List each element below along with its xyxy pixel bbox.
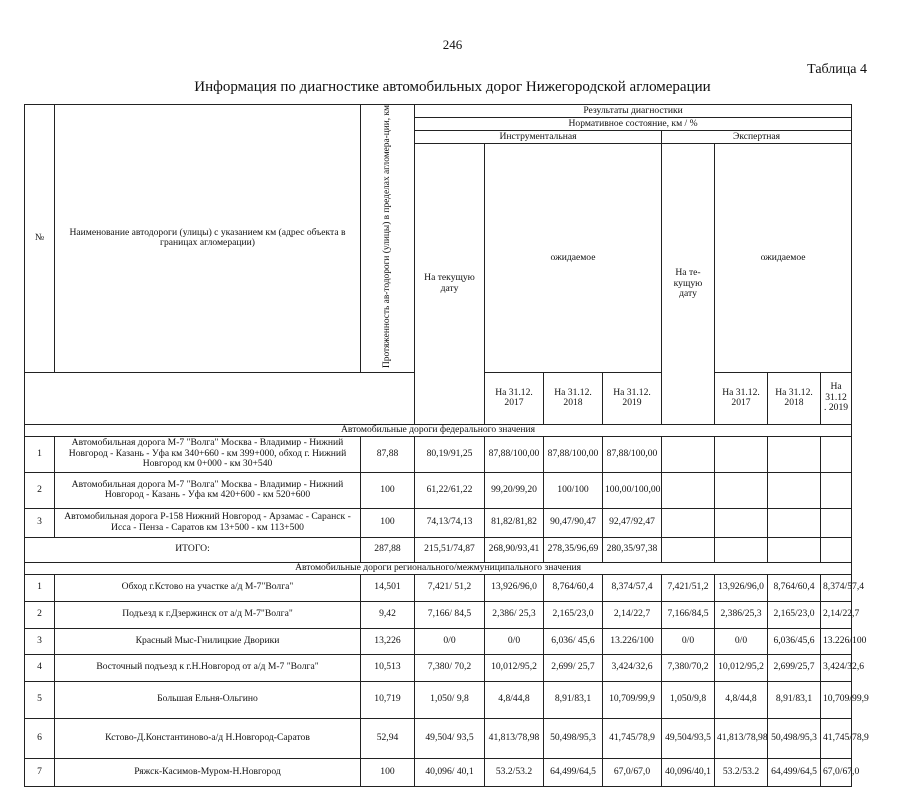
expert-current: 40,096/40,1 — [662, 758, 715, 786]
table-row — [25, 472, 852, 508]
road-length: 13,226 — [361, 628, 415, 654]
expert-empty — [768, 537, 821, 562]
table-row — [25, 601, 852, 628]
expert-empty — [821, 537, 852, 562]
expert-2017: 10,012/95,2 — [715, 654, 768, 681]
expert-empty — [662, 472, 715, 508]
road-name: Красный Мыс-Гнилицкие Дворики — [55, 628, 361, 654]
road-length: 14,501 — [361, 574, 415, 601]
table-row — [25, 654, 852, 681]
instr-2019: 92,47/92,47 — [603, 508, 662, 537]
row-number: 3 — [25, 508, 55, 537]
total-row — [25, 537, 852, 562]
expert-empty — [768, 508, 821, 537]
total-2019: 280,35/97,38 — [603, 537, 662, 562]
total-2017: 268,90/93,41 — [485, 537, 544, 562]
road-length: 100 — [361, 508, 415, 537]
expert-empty — [768, 472, 821, 508]
expert-empty — [715, 508, 768, 537]
expert-2018: 8,764/60,4 — [768, 574, 821, 601]
instr-2018: 8,764/60,4 — [544, 574, 603, 601]
header-length-text: Протяженность ав-тодороги (улицы) в пределах агломера-ции, км — [381, 105, 392, 368]
expert-2019: 41,745/78,9 — [821, 718, 852, 758]
instr-2019: 67,0/67,0 — [603, 758, 662, 786]
header-expected-instr: ожидаемое — [485, 144, 662, 373]
table-label: Таблица 4 — [807, 62, 867, 77]
total-length: 287,88 — [361, 537, 415, 562]
row-number: 4 — [25, 654, 55, 681]
road-name: Подъезд к г.Дзержинск от а/д М-7"Волга" — [55, 601, 361, 628]
expert-2017: 13,926/96,0 — [715, 574, 768, 601]
header-normative: Нормативное состояние, км / % — [415, 118, 852, 131]
expert-current: 7,421/51,2 — [662, 574, 715, 601]
header-2018: На 31.12. 2018 — [544, 372, 603, 424]
instr-2019: 13.226/100 — [603, 628, 662, 654]
header-2018-expert: На 31.12. 2018 — [768, 372, 821, 424]
page-number: 246 — [442, 37, 463, 52]
expert-2017: 53.2/53.2 — [715, 758, 768, 786]
diagnostics-table — [24, 104, 869, 787]
header-2017: На 31.12. 2017 — [485, 372, 544, 424]
road-length: 10,513 — [361, 654, 415, 681]
expert-empty — [715, 537, 768, 562]
instr-2018: 64,499/64,5 — [544, 758, 603, 786]
total-current: 215,51/74,87 — [415, 537, 485, 562]
expert-current: 7,166/84,5 — [662, 601, 715, 628]
header-expert: Экспертная — [662, 131, 852, 144]
expert-2018: 8,91/83,1 — [768, 681, 821, 718]
row-number: 6 — [25, 718, 55, 758]
instr-2019: 3,424/32,6 — [603, 654, 662, 681]
header-results: Результаты диагностики — [415, 105, 852, 118]
road-length: 52,94 — [361, 718, 415, 758]
header-name: Наименование автодороги (улицы) с указанием км (адрес объекта в границах агломерации) — [55, 105, 361, 373]
header-spacer — [25, 372, 415, 424]
expert-2018: 50,498/95,3 — [768, 718, 821, 758]
row-number: 5 — [25, 681, 55, 718]
expert-empty — [715, 436, 768, 472]
expert-2019: 10,709/99,9 — [821, 681, 852, 718]
road-name: Кстово-Д.Константиново-а/д Н.Новгород-Саратов — [55, 718, 361, 758]
expert-2017: 0/0 — [715, 628, 768, 654]
expert-current: 7,380/70,2 — [662, 654, 715, 681]
expert-empty — [768, 436, 821, 472]
expert-2017: 2,386/25,3 — [715, 601, 768, 628]
expert-empty — [662, 436, 715, 472]
expert-2018: 6,036/45,6 — [768, 628, 821, 654]
section-federal-row — [25, 424, 852, 436]
instr-2017: 4,8/44,8 — [485, 681, 544, 718]
expert-current: 49,504/93,5 — [662, 718, 715, 758]
table-row — [25, 628, 852, 654]
road-name: Большая Ельня-Ольгино — [55, 681, 361, 718]
row-number: 2 — [25, 472, 55, 508]
row-number: 1 — [25, 436, 55, 472]
instr-2019: 87,88/100,00 — [603, 436, 662, 472]
section-federal: Автомобильные дороги федерального значения — [25, 424, 852, 436]
instr-2019: 8,374/57,4 — [603, 574, 662, 601]
road-length: 9,42 — [361, 601, 415, 628]
road-name: Автомобильная дорога М-7 "Волга" Москва - Владимир - Нижний Новгород - Казань - Уфа км 420+600 - км 520+600 — [55, 472, 361, 508]
expert-2017: 4,8/44,8 — [715, 681, 768, 718]
road-name: Автомобильная дорога Р-158 Нижний Новгород - Арзамас - Саранск - Исса - Пенза - Саратов км 13+500 - км 113+500 — [55, 508, 361, 537]
header-instrumental: Инструментальная — [415, 131, 662, 144]
expert-2019: 3,424/32,6 — [821, 654, 852, 681]
row-number: 7 — [25, 758, 55, 786]
row-number: 1 — [25, 574, 55, 601]
table-row — [25, 508, 852, 537]
table-row — [25, 436, 852, 472]
expert-2017: 41,813/78,98 — [715, 718, 768, 758]
instr-current: 61,22/61,22 — [415, 472, 485, 508]
instr-current: 49,504/ 93,5 — [415, 718, 485, 758]
instr-2018: 2,699/ 25,7 — [544, 654, 603, 681]
instr-2018: 6,036/ 45,6 — [544, 628, 603, 654]
header-num: № — [25, 105, 55, 373]
instr-2017: 41,813/78,98 — [485, 718, 544, 758]
row-number: 2 — [25, 601, 55, 628]
instr-2017: 0/0 — [485, 628, 544, 654]
instr-2019: 41,745/78,9 — [603, 718, 662, 758]
instr-current: 0/0 — [415, 628, 485, 654]
expert-empty — [662, 537, 715, 562]
instr-2017: 99,20/99,20 — [485, 472, 544, 508]
expert-empty — [715, 472, 768, 508]
road-length: 87,88 — [361, 436, 415, 472]
expert-empty — [821, 436, 852, 472]
road-length: 10,719 — [361, 681, 415, 718]
section-regional-row — [25, 562, 852, 574]
expert-current: 0/0 — [662, 628, 715, 654]
header-2017-expert: На 31.12. 2017 — [715, 372, 768, 424]
table-row — [25, 758, 852, 786]
expert-2019: 2,14/22,7 — [821, 601, 852, 628]
instr-2017: 10,012/95,2 — [485, 654, 544, 681]
instr-current: 80,19/91,25 — [415, 436, 485, 472]
instr-current: 74,13/74,13 — [415, 508, 485, 537]
instr-current: 7,380/ 70,2 — [415, 654, 485, 681]
instr-current: 40,096/ 40,1 — [415, 758, 485, 786]
header-expected-expert: ожидаемое — [715, 144, 852, 373]
instr-2018: 50,498/95,3 — [544, 718, 603, 758]
section-regional: Автомобильные дороги регионального/межмуниципального значения — [25, 562, 852, 574]
expert-2019: 13.226/100 — [821, 628, 852, 654]
instr-2017: 81,82/81,82 — [485, 508, 544, 537]
header-length — [361, 105, 415, 373]
header-2019-expert: На 31.12 . 2019 — [821, 372, 852, 424]
expert-2018: 2,699/25,7 — [768, 654, 821, 681]
row-number: 3 — [25, 628, 55, 654]
expert-empty — [821, 472, 852, 508]
instr-2019: 100,00/100,00 — [603, 472, 662, 508]
header-current-expert: На те-кущую дату — [662, 144, 715, 425]
instr-2017: 13,926/96,0 — [485, 574, 544, 601]
instr-current: 7,421/ 51,2 — [415, 574, 485, 601]
instr-2018: 87,88/100,00 — [544, 436, 603, 472]
road-length: 100 — [361, 758, 415, 786]
total-2018: 278,35/96,69 — [544, 537, 603, 562]
header-current: На текущую дату — [415, 144, 485, 425]
road-length: 100 — [361, 472, 415, 508]
table-row — [25, 718, 852, 758]
instr-current: 1,050/ 9,8 — [415, 681, 485, 718]
expert-2018: 2,165/23,0 — [768, 601, 821, 628]
instr-2019: 2,14/22,7 — [603, 601, 662, 628]
expert-2019: 67,0/67,0 — [821, 758, 852, 786]
instr-2017: 53.2/53.2 — [485, 758, 544, 786]
road-name: Ряжск-Касимов-Муром-Н.Новгород — [55, 758, 361, 786]
document-title: Информация по диагностике автомобильных дорог Нижегородской агломерации — [194, 79, 711, 95]
instr-2019: 10,709/99,9 — [603, 681, 662, 718]
instr-2018: 2,165/23,0 — [544, 601, 603, 628]
expert-2018: 64,499/64,5 — [768, 758, 821, 786]
expert-current: 1,050/9,8 — [662, 681, 715, 718]
total-label: ИТОГО: — [25, 537, 361, 562]
instr-2017: 2,386/ 25,3 — [485, 601, 544, 628]
instr-2018: 8,91/83,1 — [544, 681, 603, 718]
expert-empty — [662, 508, 715, 537]
table-row — [25, 681, 852, 718]
header-2019: На 31.12. 2019 — [603, 372, 662, 424]
instr-current: 7,166/ 84,5 — [415, 601, 485, 628]
table-row — [25, 574, 852, 601]
instr-2018: 90,47/90,47 — [544, 508, 603, 537]
expert-empty — [821, 508, 852, 537]
instr-2017: 87,88/100,00 — [485, 436, 544, 472]
road-name: Восточный подъезд к г.Н.Новгород от а/д М-7 "Волга" — [55, 654, 361, 681]
road-name: Автомобильная дорога М-7 "Волга" Москва - Владимир - Нижний Новгород - Казань - Уфа км 340+660 - км 399+000, обход г. Нижний Новгород км 0+000 - км 30+540 — [55, 436, 361, 472]
instr-2018: 100/100 — [544, 472, 603, 508]
expert-2019: 8,374/57,4 — [821, 574, 852, 601]
road-name: Обход г.Кстово на участке а/д М-7"Волга" — [55, 574, 361, 601]
